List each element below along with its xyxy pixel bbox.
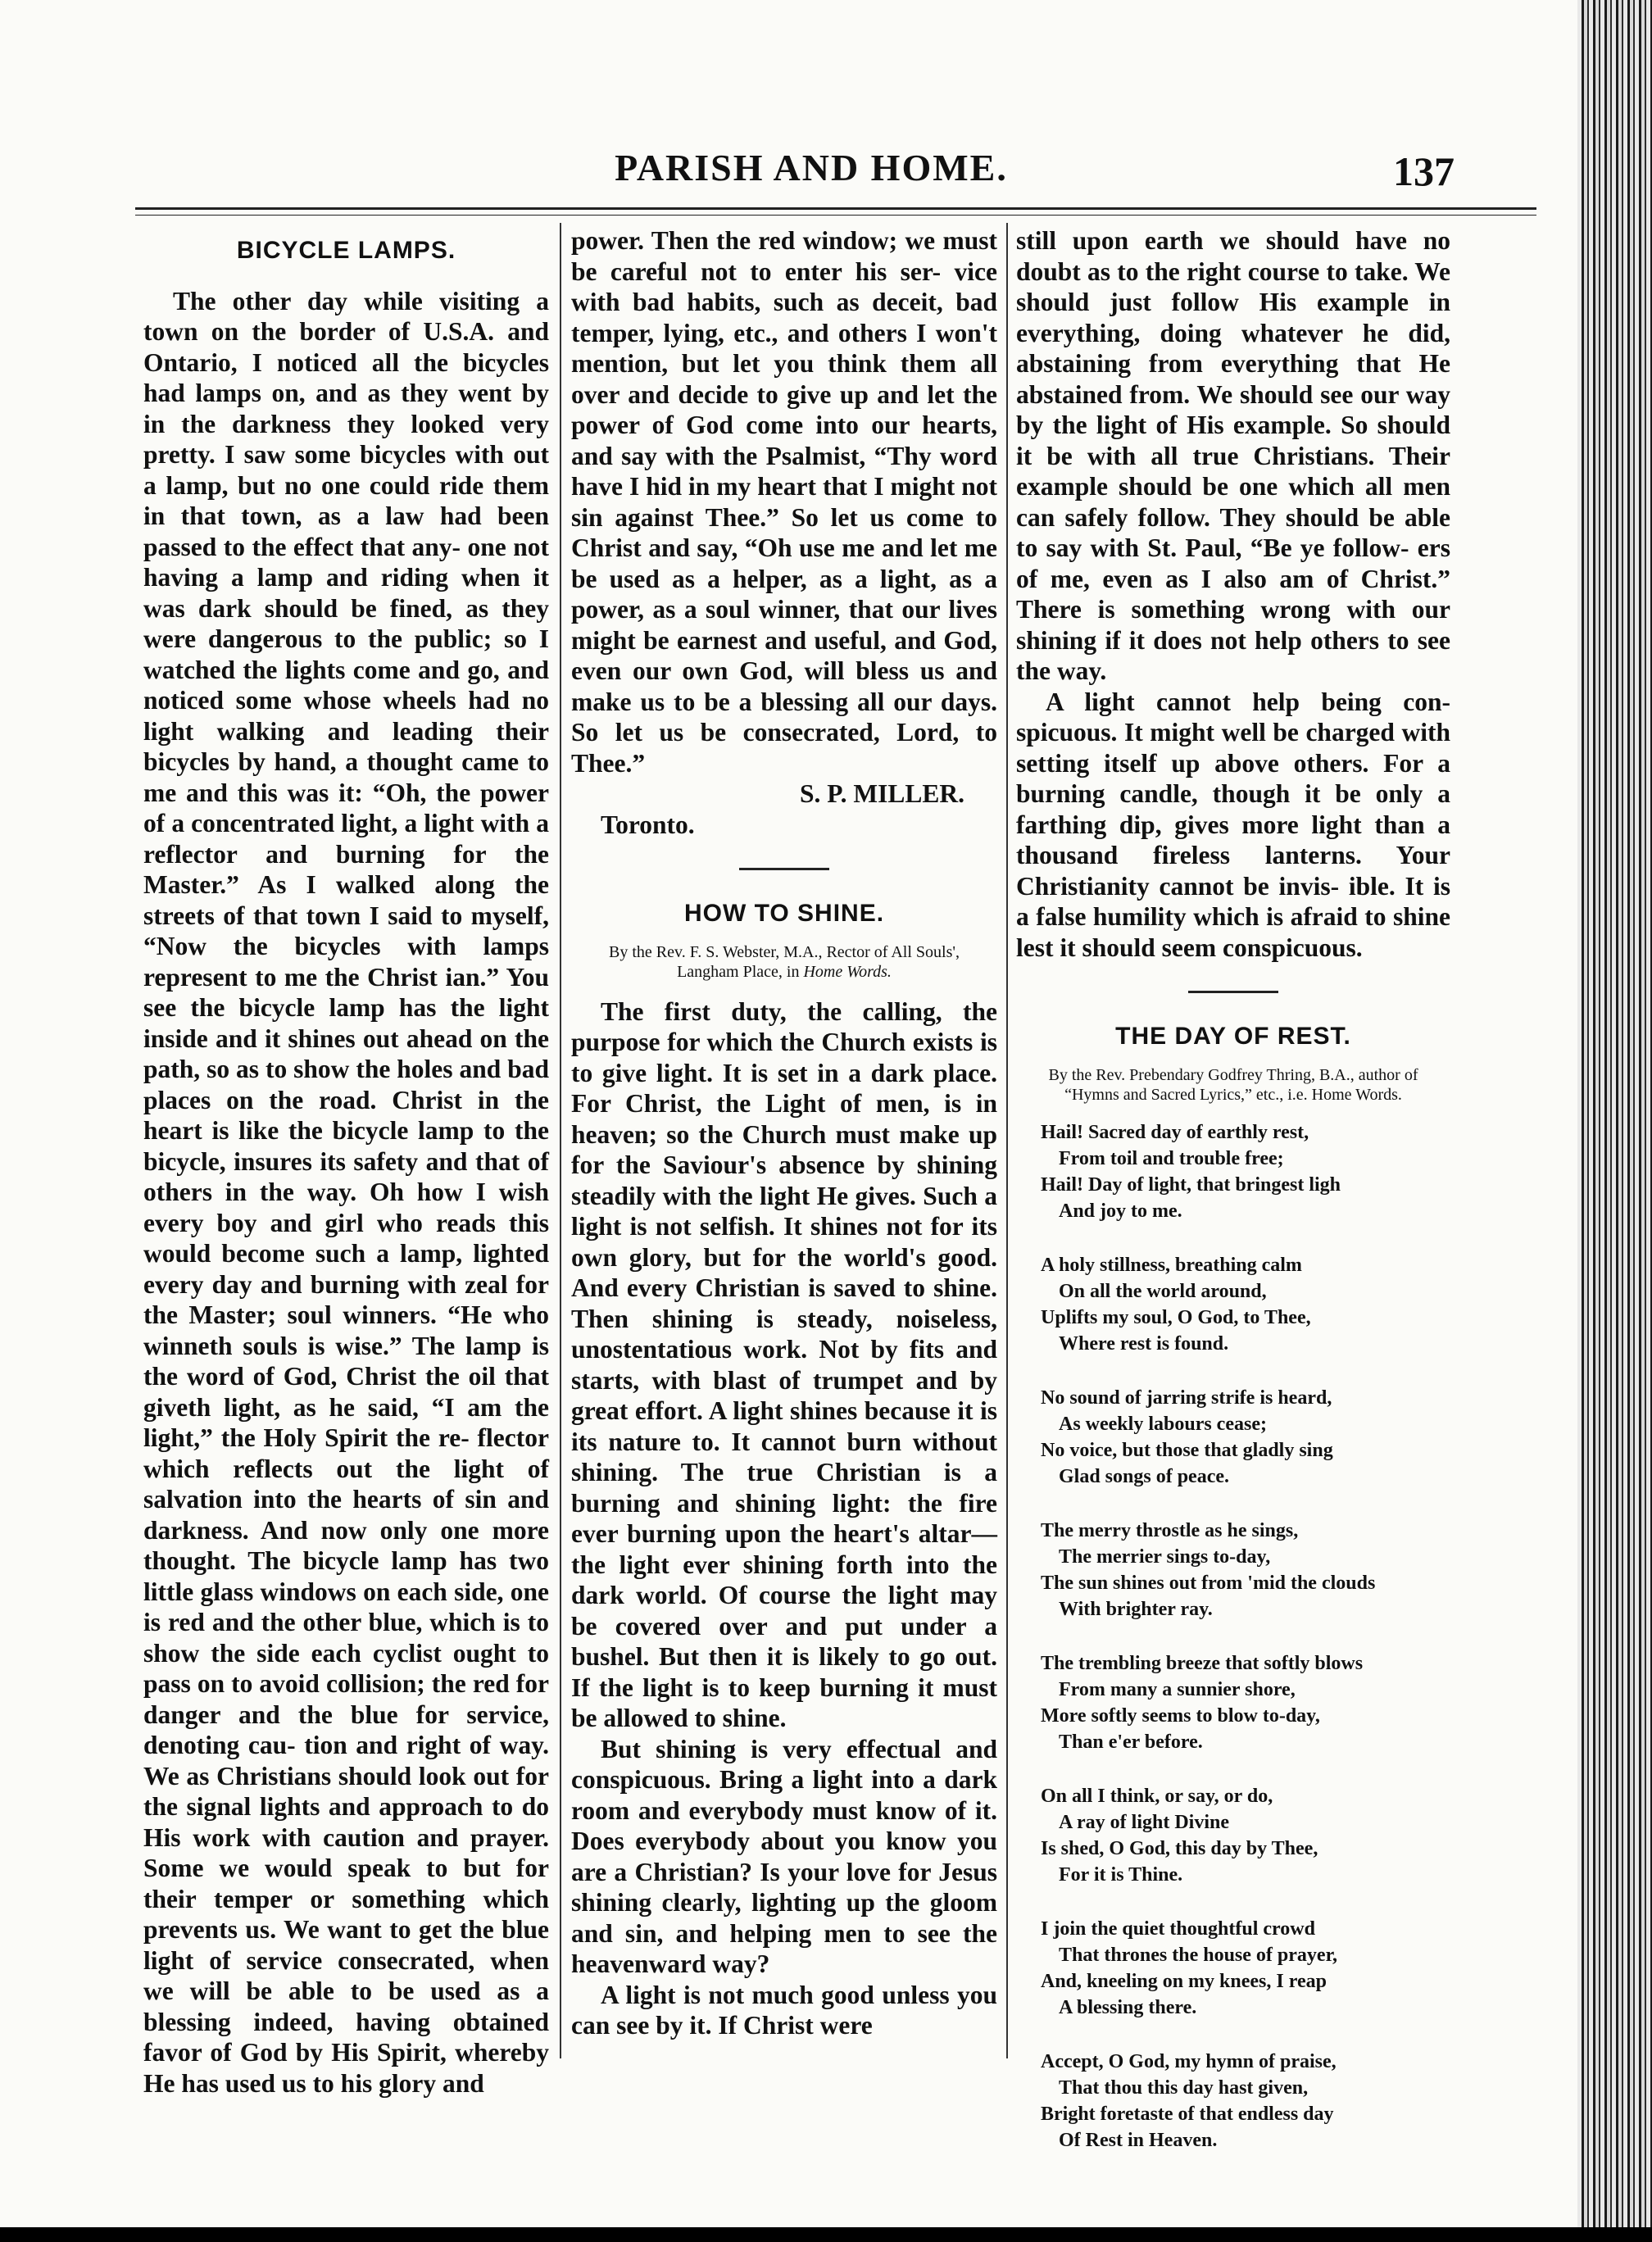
poem-line: On all I think, or say, or do,: [1041, 1785, 1273, 1807]
poem-stanza: [1041, 1385, 1450, 1490]
poem-stanza: [1041, 1119, 1450, 1224]
poem-stanza: [1041, 1650, 1450, 1755]
article-heading-how-to-shine: HOW TO SHINE.: [683, 900, 885, 927]
section-divider: [1188, 991, 1278, 993]
poem-line: And, kneeling on my knees, I reap: [1041, 1970, 1327, 1992]
poem-line: The merrier sings to-day,: [1059, 1545, 1271, 1568]
poem-line: Hail! Sacred day of earthly rest,: [1041, 1121, 1309, 1143]
poem-line: From many a sunnier shore,: [1059, 1678, 1296, 1700]
poem-line: Where rest is found.: [1059, 1332, 1229, 1355]
page-number: 137: [1393, 148, 1455, 194]
article-byline: [579, 942, 989, 982]
article-continuation: power. Then the red window; we must be careful not to enter his ser- vice with bad habits, such as deceit, bad temper, lying, etc., and others I won't mention, but let you think them all over and decide to give up and let the power of God come into our hearts, and say with the Psalmist, “Thy word have I hid in my heart that I might not sin against Thee.” So let us come to Christ and say, “Oh use me and let me be used as a helper, as a light, as a power, as a soul winner, that our lives might be earnest and useful, and God, even our own God, will bless us and make us to be a blessing all our days. So let us be consecrated, Lord, to Thee.”: [571, 226, 997, 778]
poem-line: No sound of jarring strife is heard,: [1041, 1386, 1332, 1409]
article-paragraph: A light is not much good unless you can see by it. If Christ were: [571, 1980, 997, 2040]
poem-line: That thou this day hast given,: [1059, 2076, 1309, 2099]
poem-stanza: [1041, 2049, 1450, 2154]
article-paragraph: The first duty, the calling, the purpose for which the Church exists is to give light. It is set in a dark place. For Christ, the Light of men, is in heaven; so the Church must make up for the Saviour's absence by shining steadily with the light He gives. Such a light is not selfish. It shines not for its own glory, but for the world's good. And every Christian is saved to shine. Then shining is steady, noiseless, unostentatious work. Not by fits and starts, with blast of trumpet and by great effort. A light shines because it is its nature to. It cannot burn without shining. The true Christian is a burning and shining light: the fire ever burning upon the heart's altar—the light ever shining forth into the dark world. Of course the light may be covered over and put under a bushel. But then it is likely to go out. If the light is to keep burning it must be allowed to shine.: [571, 996, 997, 1732]
column-2: [571, 225, 997, 2069]
poem-line: Bright foretaste of that endless day: [1041, 2103, 1334, 2125]
poem-line: No voice, but those that gladly sing: [1041, 1439, 1333, 1461]
poem-line: With brighter ray.: [1059, 1598, 1213, 1620]
poem-line: A holy stillness, breathing calm: [1041, 1254, 1302, 1276]
poem-line: More softly seems to blow to-day,: [1041, 1704, 1320, 1727]
poem-line: That thrones the house of prayer,: [1059, 1944, 1338, 1966]
author-place: Toronto.: [601, 810, 695, 839]
article-continuation: still upon earth we should have no doubt as to the right course to take. We should just follow His example in everything, doing whatever he did, abstaining from everything that He abstained from. We should see our way by the light of His example. So should it be with all true Christians. Their example should be one which all men can safely follow. They should be able to say with St. Paul, “Be ye follow- ers of me, even as I also am of Christ.” There is something wrong with our shining if it does not help others to see the way.: [1016, 226, 1450, 685]
column-3: [1016, 225, 1450, 2151]
poem-line: A ray of light Divine: [1059, 1811, 1229, 1833]
poem-line: Is shed, O God, this day by Thee,: [1041, 1837, 1318, 1859]
poem-line: A blessing there.: [1059, 1996, 1197, 2018]
poem-byline: By the Rev. Prebendary Godfrey Thring, B.A., author of “Hymns and Sacred Lyrics,” etc., i.e. Home Words.: [1048, 1065, 1418, 1104]
poem-stanza: [1041, 1916, 1450, 2021]
author-signature: S. P. MILLER.: [799, 779, 964, 808]
poem-line: Accept, O God, my hymn of praise,: [1041, 2050, 1337, 2072]
header-rule: [135, 207, 1536, 210]
poem-line: Than e'er before.: [1059, 1731, 1203, 1753]
poem-line: As weekly labours cease;: [1059, 1413, 1267, 1435]
poem-stanza: [1041, 1252, 1450, 1357]
column-rule-2: [1006, 223, 1008, 2058]
poem-line: For it is Thine.: [1059, 1863, 1183, 1886]
column-rule-1: [560, 223, 561, 2058]
page-edge-stack: [1577, 0, 1652, 2242]
running-title: PARISH AND HOME.: [615, 147, 1008, 188]
poem-stanza: [1041, 1518, 1450, 1622]
article-paragraph: But shining is very effectual and conspicuous. Bring a light into a dark room and everybody must know of it. Does everybody about you know you are a Christian? Is your love for Jesus shining clearly, lighting up the gloom and sin, and helping men to see the heavenward way?: [571, 1734, 997, 1978]
poem-heading-day-of-rest: THE DAY OF REST.: [1115, 1023, 1351, 1050]
scan-bottom-edge: [0, 2227, 1652, 2242]
poem-line: Of Rest in Heaven.: [1059, 2129, 1218, 2151]
header-rule-thin: [135, 215, 1536, 216]
poem-line: On all the world around,: [1059, 1280, 1267, 1302]
poem-line: Hail! Day of light, that bringest ligh: [1041, 1173, 1341, 1196]
article-paragraph: A light cannot help being con- spicuous. It might well be charged with setting itself up above others. For a burning candle, though it be only a farthing dip, gives more light than a thousand fireless lanterns. Your Christianity cannot be invis- ible. It is a false humility which is afraid to shine lest it should seem conspicuous.: [1016, 687, 1450, 962]
poem-line: The sun shines out from 'mid the clouds: [1041, 1572, 1376, 1594]
article-heading-bicycle-lamps: BICYCLE LAMPS.: [236, 237, 456, 264]
poem-line: The trembling breeze that softly blows: [1041, 1652, 1364, 1674]
poem-line: Uplifts my soul, O God, to Thee,: [1041, 1306, 1311, 1328]
poem-line: I join the quiet thoughtful crowd: [1041, 1918, 1315, 1940]
poem-stanza: [1041, 1783, 1450, 1888]
byline-source: Home Words.: [803, 962, 892, 981]
poem-line: The merry throstle as he sings,: [1041, 1519, 1299, 1541]
poem-line: And joy to me.: [1059, 1200, 1182, 1222]
poem-line: Glad songs of peace.: [1059, 1465, 1230, 1487]
byline-text: By the Rev. F. S. Webster, M.A., Rector of All Souls', Langham Place, in: [609, 942, 960, 981]
column-1: [143, 225, 549, 2098]
section-divider: [739, 868, 829, 870]
article-paragraph: The other day while visiting a town on the border of U.S.A. and Ontario, I noticed all the bicycles had lamps on, and as they went by in the darkness they looked very pretty. I saw some bicycles with out a lamp, but no one could ride them in that town, as a law had been passed to the effect that any- one not having a lamp and riding when it was dark should be fined, as they were dangerous to the public; so I watched the lights come and go, and noticed some whose wheels had no light walking and leading their bicycles by hand, a thought came to me and this was it: “Oh, the power of a concentrated light, a light with a reflector and burning for the Master.” As I walked along the streets of that town I said to myself, “Now the bicycles with lamps represent to me the Christ ian.” You see the bicycle lamp has the light inside and it shines out ahead on the path, so as to show the holes and bad places on the road. Christ in the heart is like the bicycle lamp to the bicycle, insures its safety and that of others in the way. Oh how I wish every boy and girl who reads this would become such a lamp, lighted every day and burning with zeal for the Master; soul winners. “He who winneth souls is wise.” The lamp is the word of God, Christ the oil that giveth light, as he said, “I am the light,” the Holy Spirit the re- flector which reflects out the light of salvation into the hearts of sin and darkness. And now only one more thought. The bicycle lamp has two little glass windows on each side, one is red and the other blue, which is to show the side each cyclist ought to pass on to avoid collision; the red for danger and the blue for service, denoting cau- tion and right of way. We as Christians should look out for the signal lights and approach to do His work with caution and prayer. Some we would speak to but for their temper or something which prevents us. We want to get the blue light of service consecrated, when we will be able to be used as a blessing indeed, having obtained favor of God by His Spirit, whereby He has used us to his glory and: [143, 286, 549, 2098]
poem-line: From toil and trouble free;: [1059, 1147, 1284, 1169]
